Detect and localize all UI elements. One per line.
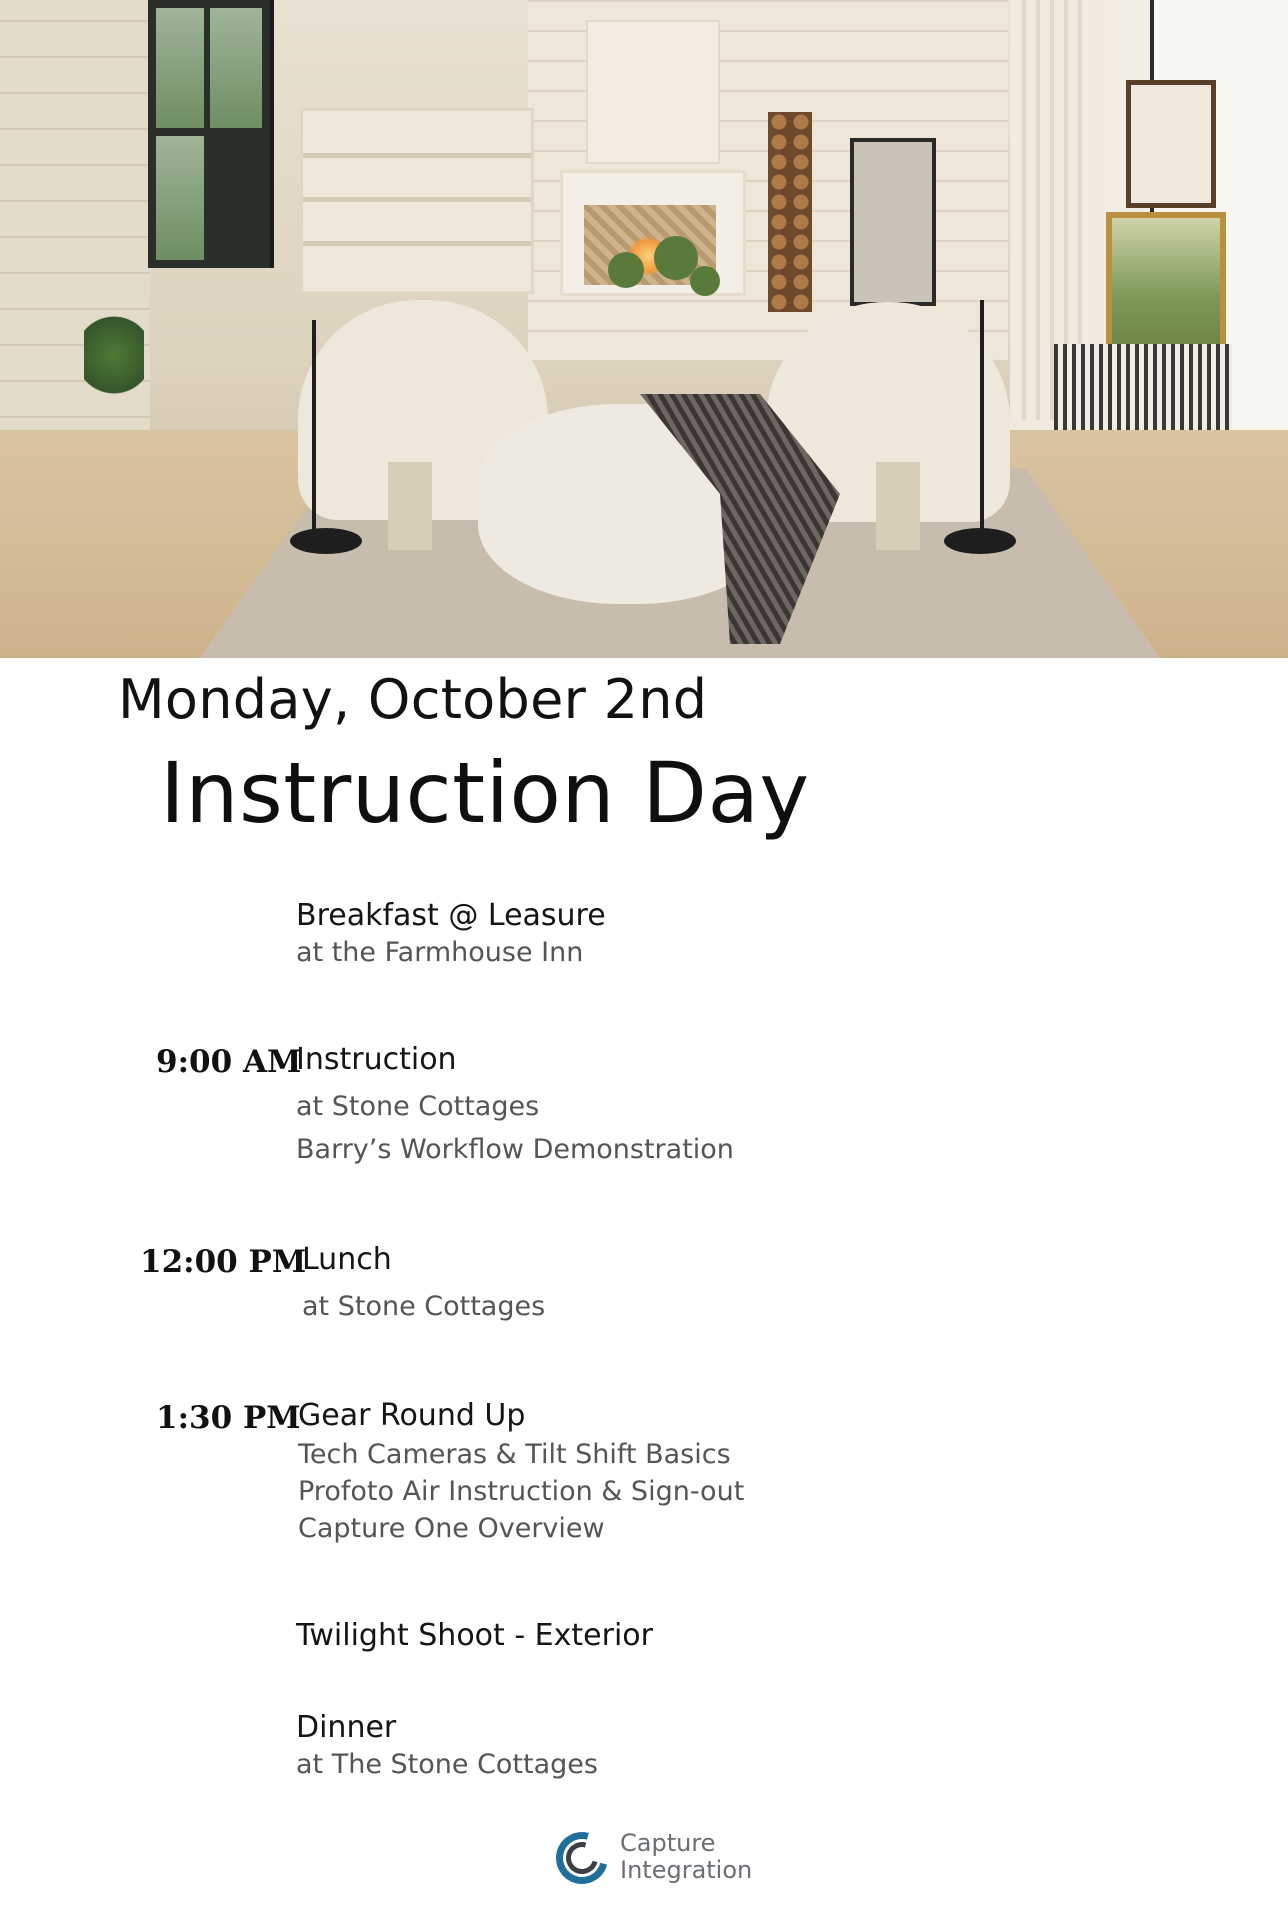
- event-name: Gear Round Up: [298, 1398, 526, 1433]
- event-detail: at The Stone Cottages: [296, 1749, 598, 1780]
- logo-text: [620, 1830, 752, 1884]
- schedule-item: [302, 1242, 545, 1322]
- event-detail: Capture One Overview: [298, 1513, 605, 1544]
- event-detail: Profoto Air Instruction & Sign-out: [298, 1476, 745, 1507]
- chimney-artwork: [586, 20, 720, 164]
- event-time: 1:30 PM: [156, 1400, 301, 1436]
- event-name: Dinner: [296, 1710, 397, 1745]
- event-time: 9:00 AM: [156, 1044, 302, 1080]
- framed-sketch: [1126, 80, 1216, 208]
- logo-line-2: Integration: [620, 1856, 753, 1884]
- event-date: Monday, October 2nd: [118, 668, 708, 731]
- topiary: [690, 266, 720, 296]
- window-left: [148, 0, 274, 268]
- event-detail: at Stone Cottages: [296, 1091, 540, 1122]
- logo-line-1: Capture: [620, 1829, 716, 1857]
- event-detail: at Stone Cottages: [302, 1291, 546, 1322]
- event-name: Instruction: [296, 1042, 457, 1077]
- potted-plant: [84, 310, 144, 400]
- event-name: Lunch: [302, 1242, 392, 1277]
- schedule-item: [296, 1710, 598, 1780]
- event-detail: Barry’s Workflow Demonstration: [296, 1134, 734, 1165]
- event-name: Breakfast @ Leasure: [296, 898, 606, 933]
- capture-integration-logo: [550, 1826, 770, 1890]
- topiary: [608, 252, 644, 288]
- firewood-stack: [768, 112, 812, 312]
- wall-mirror: [850, 138, 936, 306]
- framed-landscape-painting: [1106, 212, 1226, 366]
- schedule-item: [296, 1618, 653, 1653]
- schedule-item: [296, 1042, 734, 1165]
- schedule-item: [296, 898, 606, 968]
- floor-lamp-left-base: [290, 528, 362, 554]
- event-detail: at the Farmhouse Inn: [296, 937, 584, 968]
- event-name: Twilight Shoot - Exterior: [296, 1618, 653, 1653]
- page-title: Instruction Day: [160, 744, 810, 842]
- floor-lamp-left: [312, 320, 316, 530]
- built-in-shelves: [300, 108, 534, 294]
- event-detail: Tech Cameras & Tilt Shift Basics: [298, 1439, 731, 1470]
- floor-lamp-right: [980, 300, 984, 530]
- floor-lamp-right-base: [944, 528, 1016, 554]
- event-time: 12:00 PM: [140, 1244, 307, 1280]
- side-table-left: [388, 462, 432, 550]
- schedule-item: [298, 1398, 744, 1544]
- hero-photo: [0, 0, 1288, 658]
- side-table-right: [876, 462, 920, 550]
